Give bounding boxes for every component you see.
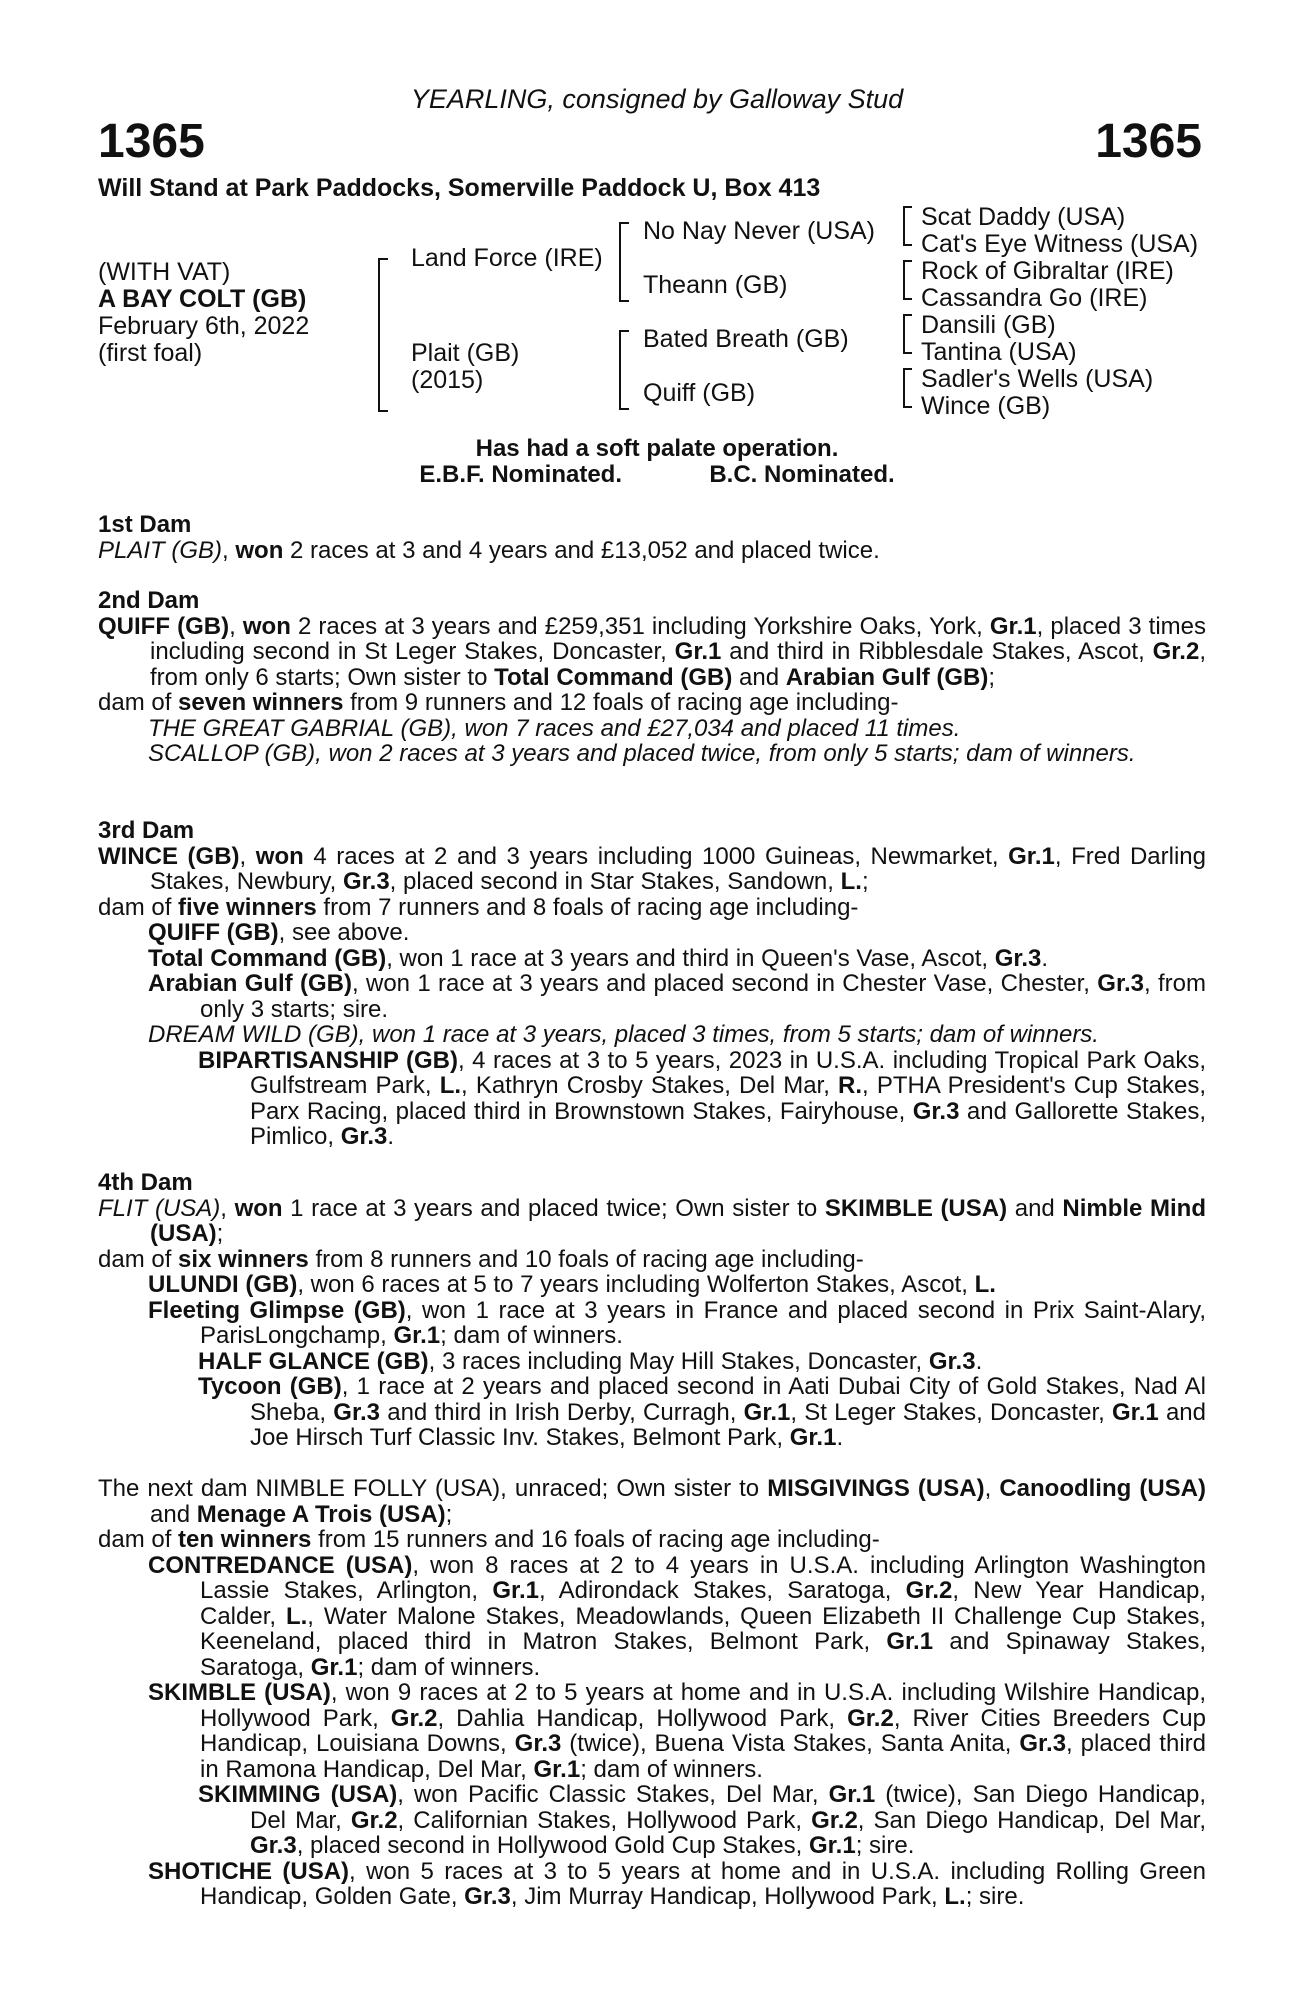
pedigree-g6: Tantina (USA) bbox=[921, 338, 1077, 366]
dam-record: FLIT (USA), won 1 race at 3 years and placed twice; Own sister to SKIMBLE (USA) and Nimble Mind (USA); bbox=[98, 1194, 1206, 1247]
pedigree-g3: Rock of Gibraltar (IRE) bbox=[921, 257, 1174, 285]
section-heading: 1st Dam bbox=[98, 511, 192, 538]
pedigree-g2: Cat's Eye Witness (USA) bbox=[921, 230, 1199, 258]
section-heading: 2nd Dam bbox=[98, 587, 200, 614]
pedigree-g4: Cassandra Go (IRE) bbox=[921, 284, 1148, 312]
offspring-item: Total Command (GB), won 1 race at 3 years and third in Queen's Vase, Ascot, Gr.3. bbox=[148, 944, 1049, 972]
offspring-item: Arabian Gulf (GB), won 1 race at 3 years and placed second in Chester Vase, Chester, Gr.3, from only 3 starts; sire. bbox=[148, 970, 1206, 1023]
foal-note: (first foal) bbox=[98, 339, 203, 367]
third-dam-section bbox=[98, 818, 1206, 1150]
pedigree-dam-dam: Quiff (GB) bbox=[643, 379, 756, 407]
brace-g4 bbox=[903, 368, 912, 408]
offspring-item: Fleeting Glimpse (GB), won 1 race at 3 years in France and placed second in Prix Saint-Alary, ParisLongchamp, Gr.1; dam of winners. bbox=[148, 1296, 1206, 1349]
brace-g1 bbox=[903, 206, 912, 246]
offspring-item: SCALLOP (GB), won 2 races at 3 years and placed twice, from only 5 starts; dam of winners. bbox=[148, 740, 1136, 767]
soft-palate-note: Has had a soft palate operation. bbox=[475, 435, 839, 462]
grand-offspring-item: BIPARTISANSHIP (GB), 4 races at 3 to 5 years, 2023 in U.S.A. including Tropical Park Oaks, Gulfstream Park, L., Kathryn Crosby Stakes, Del Mar, R., PTHA President's Cup Stakes, Parx Racing, placed third in Brownstown Stakes, Fairyhouse, Gr.3 and Gallorette Stakes, Pimlico, Gr.3. bbox=[198, 1046, 1207, 1150]
pedigree-dam-year: (2015) bbox=[411, 366, 484, 394]
offspring-item: SHOTICHE (USA), won 5 races at 3 to 5 years at home and in U.S.A. including Rolling Green Handicap, Golden Gate, Gr.3, Jim Murray Handicap, Hollywood Park, L.; sire. bbox=[148, 1857, 1207, 1910]
pedigree-sire: Land Force (IRE) bbox=[411, 244, 603, 272]
dam-record: QUIFF (GB), won 2 races at 3 years and £259,351 including Yorkshire Oaks, York, Gr.1, placed 3 times including second in St Leger Stakes, Doncaster, Gr.1 and third in Ribblesdale Stakes, Ascot, Gr.2, from only 6 starts; Own sister to Total Command (GB) and Arabian Gulf (GB); bbox=[98, 612, 1206, 691]
dam-name: PLAIT (GB) bbox=[98, 536, 223, 564]
brace-g3 bbox=[903, 314, 912, 354]
brace-main bbox=[378, 258, 388, 412]
grand-offspring-item: SKIMMING (USA), won Pacific Classic Stakes, Del Mar, Gr.1 (twice), San Diego Handicap, Del Mar, Gr.2, Californian Stakes, Hollywood Park, Gr.2, San Diego Handicap, Del Mar, Gr.3, placed second in Hollywood Gold Cup Stakes, Gr.1; sire. bbox=[198, 1781, 1206, 1859]
lot-number-left: 1365 bbox=[98, 115, 205, 168]
dam-of-line: dam of six winners from 8 runners and 10 foals of racing age including- bbox=[98, 1245, 864, 1273]
catalogue-subtitle: YEARLING, consigned by Galloway Stud bbox=[410, 84, 904, 114]
pedigree-g8: Wince (GB) bbox=[921, 392, 1051, 420]
offspring-item: THE GREAT GABRIAL (GB), won 7 races and £27,034 and placed 11 times. bbox=[148, 714, 961, 742]
next-dam-section bbox=[98, 1476, 1206, 1910]
offspring-item: DREAM WILD (GB), won 1 race at 3 years, placed 3 times, from 5 starts; dam of winners. bbox=[148, 1021, 1099, 1048]
bc-nomination: B.C. Nominated. bbox=[709, 461, 895, 488]
dam-record: The next dam NIMBLE FOLLY (USA), unraced; Own sister to MISGIVINGS (USA), Canoodling (USA) and Menage A Trois (USA); bbox=[98, 1475, 1206, 1528]
pedigree-g1: Scat Daddy (USA) bbox=[921, 203, 1126, 231]
offspring-item: QUIFF (GB), see above. bbox=[148, 919, 410, 946]
second-dam-section bbox=[98, 588, 1206, 767]
ebf-nomination: E.B.F. Nominated. bbox=[419, 461, 622, 488]
pedigree-sire-dam: Theann (GB) bbox=[643, 271, 788, 299]
pedigree-sire-sire: No Nay Never (USA) bbox=[643, 217, 875, 245]
nominations bbox=[0, 462, 1314, 488]
horse-name: A BAY COLT (GB) bbox=[98, 285, 307, 313]
section-heading: 3rd Dam bbox=[98, 817, 195, 844]
pedigree-dam: Plait (GB) bbox=[411, 339, 520, 367]
stand-location: Will Stand at Park Paddocks, Somerville Paddock U, Box 413 bbox=[98, 174, 821, 202]
pedigree-g5: Dansili (GB) bbox=[921, 311, 1056, 339]
offspring-item: SKIMBLE (USA), won 9 races at 2 to 5 years at home and in U.S.A. including Wilshire Handicap, Hollywood Park, Gr.2, Dahlia Handicap, Hollywood Park, Gr.2, River Cities Breeders Cup Handicap, Louisiana Downs, Gr.3 (twice), Buena Vista Stakes, Santa Anita, Gr.3, placed third in Ramona Handicap, Del Mar, Gr.1; dam of winners. bbox=[148, 1679, 1206, 1783]
grand-offspring-item: Tycoon (GB), 1 race at 2 years and placed second in Aati Dubai City of Gold Stakes, Nad Al Sheba, Gr.3 and third in Irish Derby, Curragh, Gr.1, St Leger Stakes, Doncaster, Gr.1 and Joe Hirsch Turf Classic Inv. Stakes, Belmont Park, Gr.1. bbox=[198, 1373, 1206, 1451]
horse-dob: February 6th, 2022 bbox=[98, 312, 310, 340]
brace-sire bbox=[619, 222, 629, 302]
grand-offspring-item: HALF GLANCE (GB), 3 races including May Hill Stakes, Doncaster, Gr.3. bbox=[198, 1347, 983, 1375]
offspring-item: ULUNDI (GB), won 6 races at 5 to 7 years including Wolferton Stakes, Ascot, L. bbox=[148, 1271, 996, 1298]
dam-of-line: dam of five winners from 7 runners and 8 foals of racing age including- bbox=[98, 893, 859, 921]
dam-of-line: dam of ten winners from 15 runners and 16 foals of racing age including- bbox=[98, 1526, 880, 1553]
pedigree-g7: Sadler's Wells (USA) bbox=[921, 365, 1154, 393]
pedigree-dam-sire: Bated Breath (GB) bbox=[643, 325, 849, 353]
vat-note: (WITH VAT) bbox=[98, 258, 231, 286]
dam-record: WINCE (GB), won 4 races at 2 and 3 years including 1000 Guineas, Newmarket, Gr.1, Fred Darling Stakes, Newbury, Gr.3, placed second in Star Stakes, Sandown, L.; bbox=[98, 842, 1207, 895]
brace-g2 bbox=[903, 260, 912, 300]
fourth-dam-section bbox=[98, 1170, 1206, 1451]
brace-dam bbox=[619, 330, 629, 410]
dam-of-line: dam of seven winners from 9 runners and 12 foals of racing age including- bbox=[98, 689, 899, 716]
section-heading: 4th Dam bbox=[98, 1169, 193, 1196]
lot-number-right: 1365 bbox=[1095, 115, 1202, 168]
offspring-item: CONTREDANCE (USA), won 8 races at 2 to 4 years in U.S.A. including Arlington Washington Lassie Stakes, Arlington, Gr.1, Adirondack Stakes, Saratoga, Gr.2, New Year Handicap, Calder, L., Water Malone Stakes, Meadowlands, Queen Elizabeth II Challenge Cup Stakes, Keeneland, placed third in Matron Stakes, Belmont Park, Gr.1 and Spinaway Stakes, Saratoga, Gr.1; dam of winners. bbox=[148, 1551, 1207, 1681]
first-dam-section: 1st Dam PLAIT (GB), won 2 races at 3 and 4 years and £13,052 and placed twice. bbox=[98, 512, 1206, 563]
